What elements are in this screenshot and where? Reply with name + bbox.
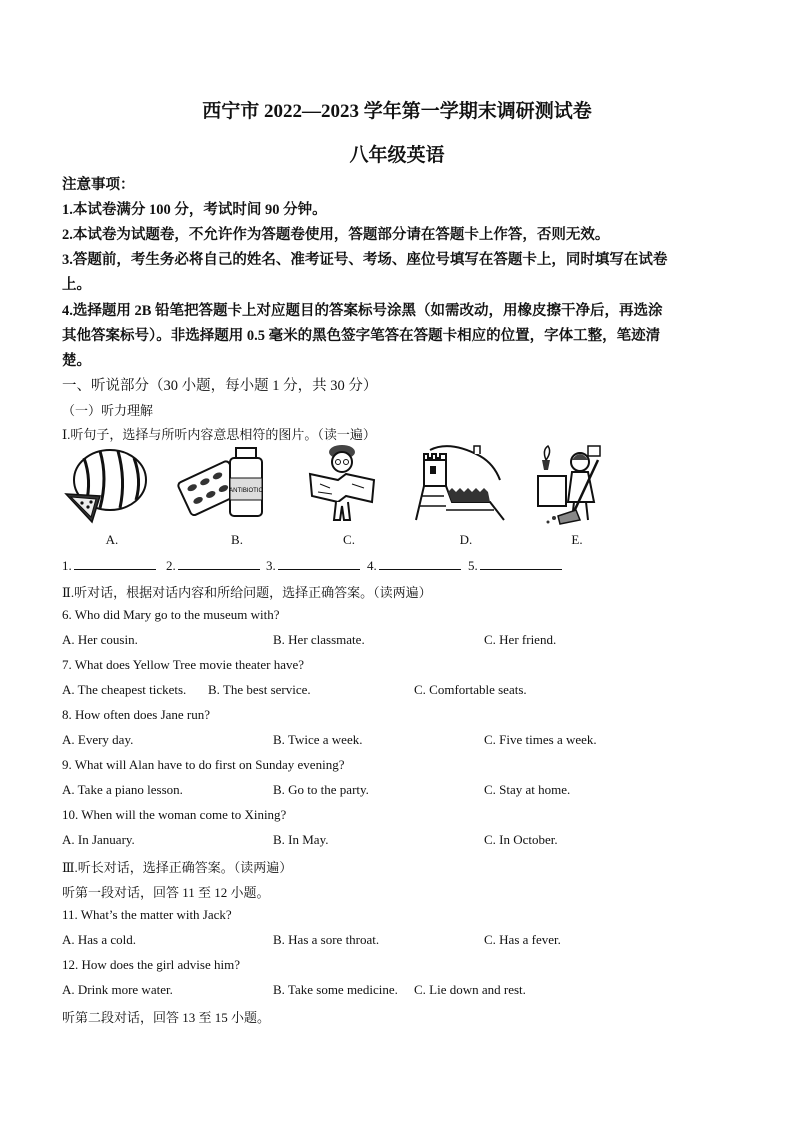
note-line: 其他答案标号）。非选择题用 0.5 毫米的黑色签字笔答在答题卡相应的位置，字体工整，笔迹清 xyxy=(62,328,661,344)
picture-label-c: C. xyxy=(343,532,355,547)
option-b: B. Go to the party. xyxy=(273,782,369,797)
great-wall-icon xyxy=(410,440,510,526)
question-6: 6. Who did Mary go to the museum with? xyxy=(62,607,280,622)
page-subtitle: 八年级英语 xyxy=(349,145,445,166)
answer-blank-1[interactable]: 1. xyxy=(62,557,156,574)
part-heading: Ⅲ.听长对话，选择正确答案。（读两遍） xyxy=(62,860,293,875)
question-9: 9. What will Alan have to do first on Sunday evening? xyxy=(62,757,345,772)
part-heading: Ⅱ.听对话，根据对话内容和所给问题，选择正确答案。（读两遍） xyxy=(62,585,432,600)
note-line: 2.本试卷为试题卷，不允许作为答题卷使用，答题部分请在答题卡上作答，否则无效。 xyxy=(62,227,610,243)
option-c: C. Has a fever. xyxy=(484,932,561,947)
option-b: B. Take some medicine. xyxy=(273,982,398,997)
option-b: B. Twice a week. xyxy=(273,732,363,747)
question-7: 7. What does Yellow Tree movie theater have? xyxy=(62,657,305,672)
note-line: 1.本试卷满分 100 分，考试时间 90 分钟。 xyxy=(62,202,327,218)
option-b: B. The best service. xyxy=(208,682,311,697)
option-a: A. Take a piano lesson. xyxy=(62,782,183,797)
medicine-label: ANTIBIOTIC xyxy=(229,488,263,494)
question-10: 10. When will the woman come to Xining? xyxy=(62,807,287,822)
option-c: C. Stay at home. xyxy=(484,782,571,797)
option-c: C. Comfortable seats. xyxy=(414,682,527,697)
sweeping-girl-icon xyxy=(528,440,624,526)
question-12: 12. How does the girl advise him? xyxy=(62,957,240,972)
answer-blank-3[interactable]: 3. xyxy=(266,557,360,574)
option-a: A. Has a cold. xyxy=(62,932,137,947)
option-a: A. Every day. xyxy=(62,732,134,747)
watermelon-icon xyxy=(62,444,152,524)
note-line: 4.选择题用 2B 铅笔把答题卡上对应题目的答案标号涂黑（如需改动，用橡皮擦干净后，再选涂 xyxy=(62,303,663,319)
answer-blank-4[interactable]: 4. xyxy=(367,557,461,574)
notes-heading: 注意事项： xyxy=(62,177,135,193)
section-heading: 一、听说部分（30 小题，每小题 1 分，共 30 分） xyxy=(62,378,378,394)
note-line: 楚。 xyxy=(62,353,91,369)
subsection-heading: （一）听力理解 xyxy=(62,403,154,418)
picture-label-a: A. xyxy=(105,532,119,547)
dialog-instruction: 听第二段对话，回答 13 至 15 小题。 xyxy=(62,1010,271,1025)
question-8: 8. How often does Jane run? xyxy=(62,707,211,722)
option-c: C. Five times a week. xyxy=(484,732,597,747)
dialog-instruction: 听第一段对话，回答 11 至 12 小题。 xyxy=(62,885,270,900)
picture-label-b: B. xyxy=(231,532,243,547)
note-line: 3.答题前，考生务必将自己的姓名、准考证号、考场、座位号填写在答题卡上，同时填写在试卷 xyxy=(62,252,668,268)
map-reading-person-icon xyxy=(302,440,382,526)
note-line: 上。 xyxy=(62,277,91,293)
picture-label-e: E. xyxy=(571,532,583,547)
question-11: 11. What’s the matter with Jack? xyxy=(62,907,232,922)
option-c: C. In October. xyxy=(484,832,558,847)
picture-label-d: D. xyxy=(459,532,473,547)
option-c: C. Her friend. xyxy=(484,632,557,647)
page-title: 西宁市 2022—2023 学年第一学期末调研测试卷 xyxy=(202,101,592,122)
option-b: B. In May. xyxy=(273,832,329,847)
option-a: A. In January. xyxy=(62,832,135,847)
option-a: A. Drink more water. xyxy=(62,982,173,997)
option-a: A. The cheapest tickets. xyxy=(62,682,187,697)
option-a: A. Her cousin. xyxy=(62,632,138,647)
option-b: B. Her classmate. xyxy=(273,632,365,647)
medicine-icon xyxy=(176,444,276,524)
part-heading: Ⅰ.听句子，选择与所听内容意思相符的图片。（读一遍） xyxy=(62,427,376,442)
option-b: B. Has a sore throat. xyxy=(273,932,380,947)
option-c: C. Lie down and rest. xyxy=(414,982,526,997)
answer-blank-5[interactable]: 5. xyxy=(468,557,562,574)
answer-blank-2[interactable]: 2. xyxy=(166,557,260,574)
